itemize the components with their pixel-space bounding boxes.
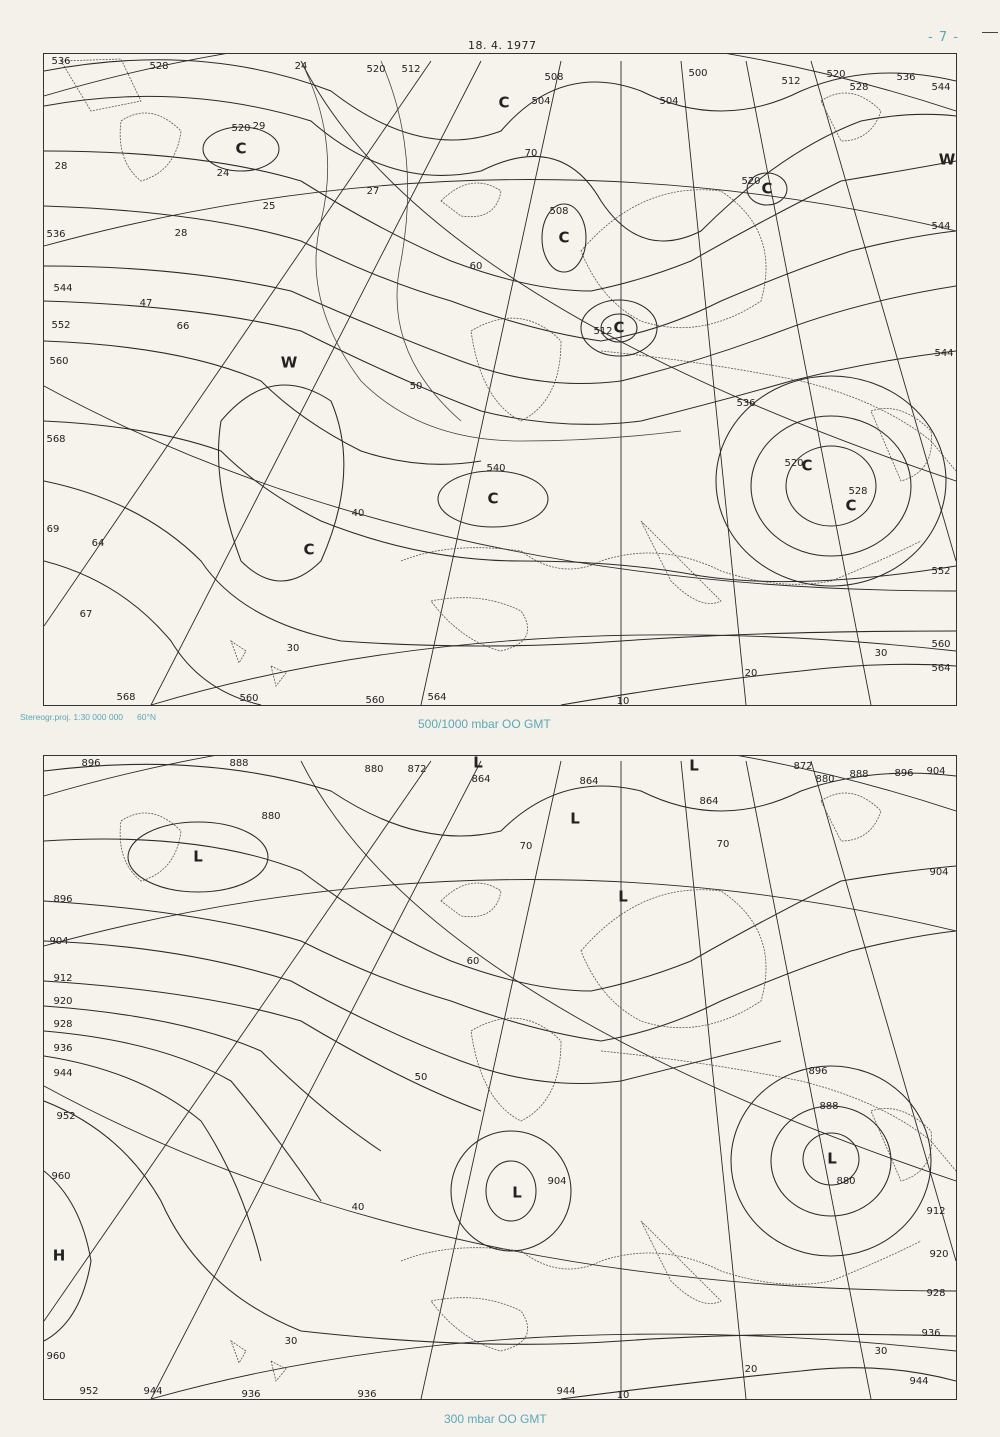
map-300-canvas	[44, 756, 956, 1399]
page-edge-mark	[982, 32, 998, 33]
contour-label: 544	[931, 82, 951, 93]
contour-label: 69	[46, 524, 60, 535]
contour-label: 560	[49, 356, 69, 367]
contour-label: 912	[53, 973, 73, 984]
contour-label: 66	[176, 321, 190, 332]
contour-label: 944	[53, 1068, 73, 1079]
pressure-center-l: L	[689, 756, 699, 775]
pressure-center-w: W	[938, 150, 956, 169]
contour-label: 47	[139, 298, 153, 309]
contour-label: 904	[929, 867, 949, 878]
map-500-1000-mbar	[43, 53, 957, 706]
contour-label: 920	[53, 996, 73, 1007]
contour-label: 70	[524, 148, 538, 159]
pressure-center-c: C	[235, 139, 247, 158]
contour-label: 50	[409, 381, 423, 392]
contour-label: 512	[401, 64, 421, 75]
graticule-meridians	[44, 761, 956, 1399]
contour-label: 928	[53, 1019, 73, 1030]
contour-label: 40	[351, 1202, 365, 1213]
contour-label: 500	[688, 68, 708, 79]
pressure-center-w: W	[280, 353, 298, 372]
contour-label: 880	[836, 1176, 856, 1187]
contour-label: 536	[46, 229, 66, 240]
pressure-center-l: L	[827, 1149, 837, 1168]
contour-label: 560	[365, 695, 385, 705]
contour-label: 64	[91, 538, 105, 549]
contour-label: 920	[929, 1249, 949, 1260]
coastlines	[61, 59, 956, 686]
height-contours	[44, 60, 956, 705]
contour-label: 888	[229, 758, 249, 769]
contour-label: 28	[174, 228, 188, 239]
projection-scale: Stereogr.proj. 1:30 000 000	[20, 712, 124, 722]
contour-label: 568	[116, 692, 136, 703]
contour-label: 20	[744, 1364, 758, 1375]
contour-label: 904	[49, 936, 69, 947]
contour-label: 40	[351, 508, 365, 519]
contour-label: 28	[54, 161, 68, 172]
contour-label: 528	[849, 82, 869, 93]
contour-label: 864	[699, 796, 719, 807]
contour-label: 936	[921, 1328, 941, 1339]
contour-label: 880	[815, 774, 835, 785]
contour-label: 50	[414, 1072, 428, 1083]
contour-label: 880	[261, 811, 281, 822]
contour-label: 30	[286, 643, 300, 654]
pressure-center-l: L	[618, 887, 628, 906]
contour-label: 904	[926, 766, 946, 777]
pressure-center-l: L	[512, 1183, 522, 1202]
contour-label: 520	[826, 69, 846, 80]
contour-label: 564	[931, 663, 951, 674]
contour-label: 10	[616, 1390, 630, 1399]
contour-label: 536	[51, 56, 71, 67]
pressure-center-c: C	[487, 489, 499, 508]
contour-label: 872	[407, 764, 427, 775]
contour-label: 508	[544, 72, 564, 83]
contour-labels	[46, 56, 953, 705]
map-500-1000-canvas	[44, 54, 956, 705]
contour-label: 512	[593, 326, 613, 337]
contour-label: 936	[241, 1389, 261, 1399]
contour-label: 504	[531, 96, 551, 107]
contour-label: 504	[659, 96, 679, 107]
height-contours	[44, 764, 956, 1399]
map-lower-caption: 300 mbar OO GMT	[444, 1412, 547, 1426]
contour-label: 880	[364, 764, 384, 775]
pressure-center-c: C	[498, 93, 510, 112]
contour-label: 536	[896, 72, 916, 83]
contour-label: 24	[216, 168, 230, 179]
contour-label: 528	[848, 486, 868, 497]
contour-label: 29	[252, 121, 266, 132]
contour-label: 520	[784, 458, 804, 469]
coastlines	[120, 793, 956, 1381]
pressure-center-c: C	[558, 228, 570, 247]
contour-label: 936	[53, 1043, 73, 1054]
pressure-center-c: C	[801, 456, 813, 475]
contour-label: 544	[934, 348, 954, 359]
contour-label: 544	[53, 283, 73, 294]
contour-label: 30	[284, 1336, 298, 1347]
contour-label: 10	[616, 696, 630, 705]
pressure-center-l: L	[570, 809, 580, 828]
contour-label: 896	[808, 1066, 828, 1077]
contour-label: 888	[819, 1101, 839, 1112]
contour-label: 864	[579, 776, 599, 787]
contour-label: 544	[931, 221, 951, 232]
pressure-center-l: L	[193, 847, 203, 866]
contour-label: 540	[486, 463, 506, 474]
contour-label: 872	[793, 761, 813, 772]
contour-labels	[46, 758, 948, 1399]
contour-label: 952	[79, 1386, 99, 1397]
projection-latitude: 60°N	[137, 712, 157, 722]
contour-label: 960	[46, 1351, 66, 1362]
contour-label: 952	[56, 1111, 76, 1122]
page-number: - 7 -	[928, 30, 959, 45]
contour-label: 888	[849, 769, 869, 780]
pressure-center-c: C	[613, 318, 625, 337]
contour-label: 520	[231, 123, 251, 134]
contour-label: 904	[547, 1176, 567, 1187]
contour-label: 944	[556, 1386, 576, 1397]
map-300-mbar	[43, 755, 957, 1400]
contour-label: 20	[744, 668, 758, 679]
contour-label: 27	[366, 186, 380, 197]
contour-label: 552	[931, 566, 951, 577]
pressure-center-h: H	[52, 1246, 66, 1265]
graticule-parallels	[44, 756, 956, 1399]
contour-label: 520	[741, 176, 761, 187]
chart-date: 18. 4. 1977	[468, 39, 537, 52]
contour-label: 512	[781, 76, 801, 87]
contour-label: 928	[926, 1288, 946, 1299]
contour-label: 912	[926, 1206, 946, 1217]
contour-label: 30	[874, 1346, 888, 1357]
contour-label: 528	[149, 61, 169, 72]
contour-label: 60	[466, 956, 480, 967]
contour-label: 864	[471, 774, 491, 785]
pressure-center-c: C	[303, 540, 315, 559]
contour-label: 30	[874, 648, 888, 659]
map-upper-caption: 500/1000 mbar OO GMT	[418, 717, 551, 731]
pressure-centers	[53, 756, 838, 1265]
contour-label: 936	[357, 1389, 377, 1399]
contour-label: 24	[294, 61, 308, 72]
contour-label: 944	[909, 1376, 929, 1387]
contour-label: 536	[736, 398, 756, 409]
contour-label: 560	[931, 639, 951, 650]
contour-label: 944	[143, 1386, 163, 1397]
contour-label: 67	[79, 609, 93, 620]
contour-label: 508	[549, 206, 569, 217]
contour-label: 564	[427, 692, 447, 703]
contour-label: 70	[716, 839, 730, 850]
pressure-center-l: L	[473, 756, 483, 772]
contour-label: 896	[894, 768, 914, 779]
contour-label: 568	[46, 434, 66, 445]
contour-label: 70	[519, 841, 533, 852]
contour-label: 560	[239, 693, 259, 704]
contour-label: 60	[469, 261, 483, 272]
contour-label: 520	[366, 64, 386, 75]
contour-label: 25	[262, 201, 276, 212]
graticule-parallels	[44, 54, 956, 705]
contour-label: 896	[53, 894, 73, 905]
projection-note	[20, 712, 156, 722]
pressure-center-c: C	[761, 179, 773, 198]
contour-label: 896	[81, 758, 101, 769]
contour-label: 552	[51, 320, 71, 331]
contour-label: 960	[51, 1171, 71, 1182]
pressure-center-c: C	[845, 496, 857, 515]
